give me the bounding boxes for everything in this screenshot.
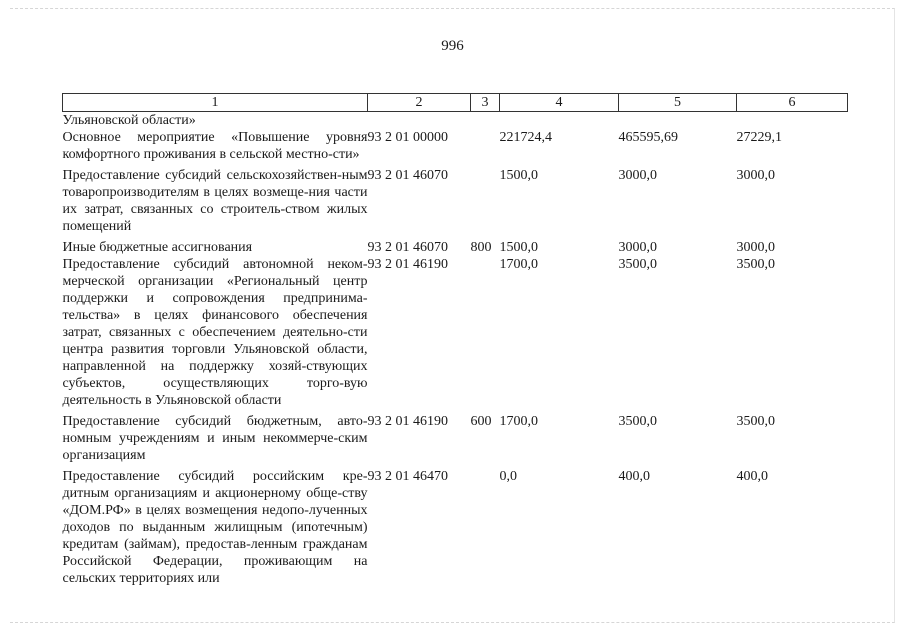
row-code: 93 2 01 46070 [367,240,448,255]
row-code: 93 2 01 46470 [367,469,448,484]
row-value-3: 3500,0 [736,414,775,429]
row-value-3: 3000,0 [736,168,775,183]
row-value-3: 3500,0 [736,257,775,272]
row-type: 600 [470,414,492,429]
row-value-1: 1700,0 [499,414,538,429]
row-value-1: 0,0 [499,469,517,484]
page-number: 996 [441,38,464,54]
row-type [471,256,500,413]
row-value-2 [619,112,737,130]
row-value-3: 3000,0 [736,240,775,255]
row-name: Предоставление субсидий сельскохозяйствен-ным товаропроизводителям в целях возмеще-ния части их затрат, связанных со строитель-ством жилых помещений [62,168,368,234]
row-name: Предоставление субсидий бюджетным, авто-номным учреждениям и иным некоммерче-ским организациям [62,414,368,463]
row-name: Предоставление субсидий автономной неком-мерческой организации «Региональный центр поддержки и сопровождения предпринима-тельства» в целях финансового обеспечения затрат, связанных с обеспечением деятельно-сти центра развития торговли Ульяновской области, направленной на поддержку хозяй-ствующих субъектов, осуществляющих торго-вую деятельность в Ульяновской области [62,257,368,408]
row-value-2: 3500,0 [618,257,657,272]
table-row [63,468,848,587]
column-header: 5 [619,94,737,112]
row-value-1: 1500,0 [499,168,538,183]
row-value-3 [737,112,848,130]
row-type: 800 [470,240,492,255]
row-value-2: 3500,0 [618,414,657,429]
budget-table [62,93,848,587]
row-type [471,167,500,239]
row-value-2: 3000,0 [618,240,657,255]
row-name: Ульяновской области» [62,113,196,128]
column-header: 1 [63,94,368,112]
table-row [63,239,848,256]
row-code: 93 2 01 46190 [367,257,448,272]
row-value-3: 400,0 [736,469,768,484]
row-name: Иные бюджетные ассигнования [62,240,253,255]
row-name: Основное мероприятие «Повышение уровня комфортного проживания в сельской местно-сти» [62,130,368,162]
table-header-row [63,94,848,112]
table-row [63,167,848,239]
table-row [63,129,848,167]
row-code: 93 2 01 46070 [367,168,448,183]
row-value-1: 221724,4 [499,130,552,145]
row-value-2: 465595,69 [618,130,678,145]
column-header: 6 [737,94,848,112]
row-value-1 [500,112,619,130]
table-row [63,112,848,130]
row-name: Предоставление субсидий российским кре-дитным организациям и акционерному обще-ству «ДОМ.РФ» в целях возмещения недопо-лученных доходов по выданным жилищным (ипотечным) кредитам (займам), предостав-ленным гражданам Российской Федерации, проживающим на сельских территориях или [62,469,368,586]
row-code: 93 2 01 46190 [367,414,448,429]
row-code: 93 2 01 00000 [367,130,448,145]
row-code [368,112,471,130]
row-value-2: 3000,0 [618,168,657,183]
row-type [471,112,500,130]
row-value-2: 400,0 [618,469,650,484]
table-row [63,413,848,468]
column-header: 3 [471,94,500,112]
row-value-1: 1500,0 [499,240,538,255]
column-header: 2 [368,94,471,112]
row-type [471,129,500,167]
row-value-1: 1700,0 [499,257,538,272]
column-header: 4 [500,94,619,112]
row-value-3: 27229,1 [736,130,782,145]
row-type [471,468,500,587]
table-row [63,256,848,413]
